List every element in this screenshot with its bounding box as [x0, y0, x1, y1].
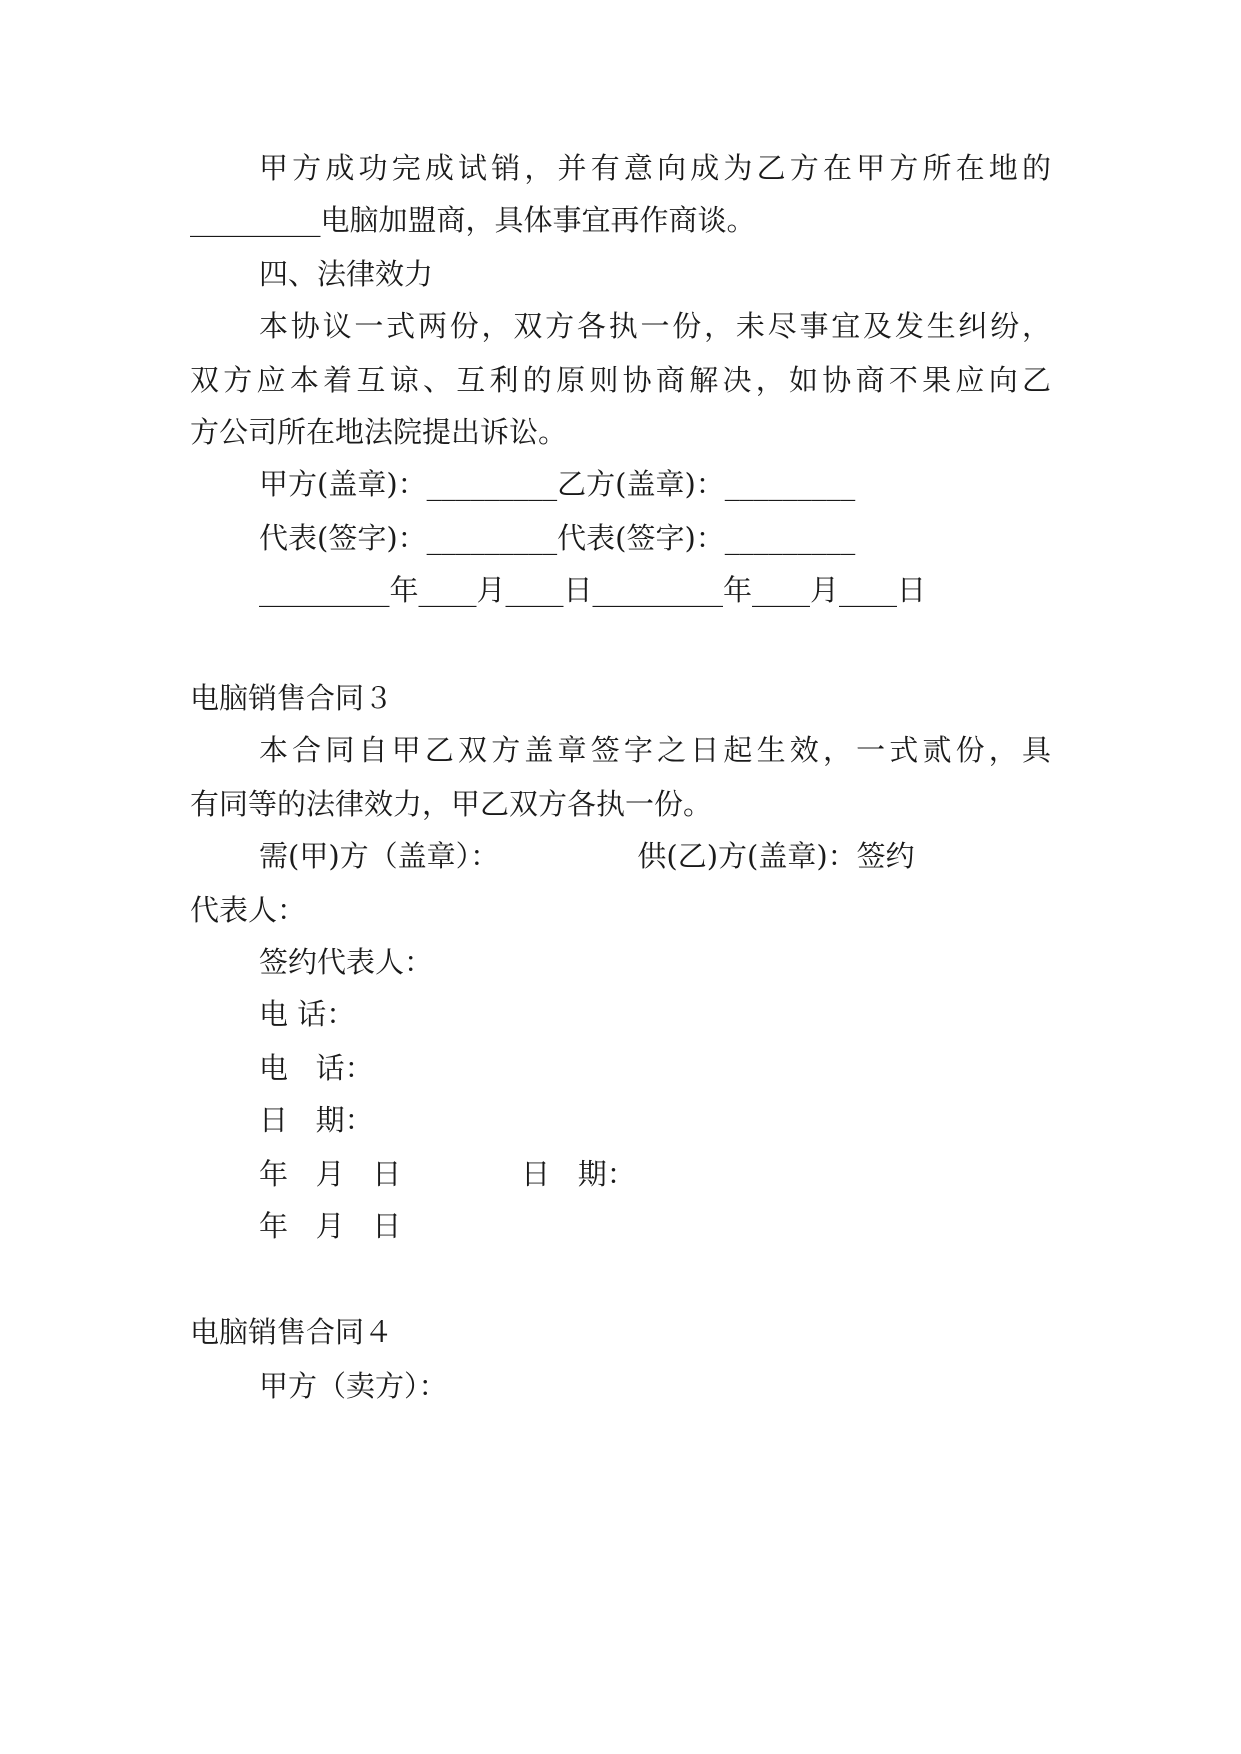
paragraph-line: _________电脑加盟商，具体事宜再作商谈。: [190, 203, 756, 237]
signature-line-representative: 代表(签字)：_________代表(签字)：_________: [259, 521, 856, 555]
phone-label: 电 话：: [259, 997, 356, 1031]
date-line: 年 月 日: [259, 1209, 402, 1243]
paragraph-line: 有同等的法律效力，甲乙双方各执一份。: [190, 787, 713, 821]
signature-line-seal: 甲方(盖章)：_________乙方(盖章)：_________: [259, 467, 856, 501]
paragraph-line: 本协议一式两份，双方各执一份，未尽事宜及发生纠纷，: [259, 309, 1051, 343]
paragraph-line: 方公司所在地法院提出诉讼。: [190, 415, 568, 449]
signatory-label: 签约代表人：: [259, 945, 434, 979]
paragraph-line: 甲方成功完成试销，并有意向成为乙方在甲方所在地的: [259, 151, 1051, 185]
date-label: 日 期：: [259, 1103, 374, 1137]
contract-title-4: 电脑销售合同４: [190, 1315, 394, 1349]
paragraph-line: 代表人：: [190, 893, 307, 927]
party-label: 甲方（卖方）：: [259, 1369, 448, 1403]
party-seal-line: 需(甲)方（盖章）： 供(乙)方(盖章)：签约: [259, 839, 915, 873]
paragraph-line: 双方应本着互谅、互利的原则协商解决，如协商不果应向乙: [190, 363, 1051, 397]
date-line: 年 月 日 日 期：: [259, 1157, 636, 1191]
phone-label: 电 话：: [259, 1051, 374, 1085]
date-line: _________年____月____日_________年____月____日: [259, 573, 927, 607]
paragraph-line: 本合同自甲乙双方盖章签字之日起生效，一式贰份，具: [259, 733, 1051, 767]
section-heading: 四、法律效力: [259, 257, 434, 291]
contract-title-3: 电脑销售合同３: [190, 681, 394, 715]
